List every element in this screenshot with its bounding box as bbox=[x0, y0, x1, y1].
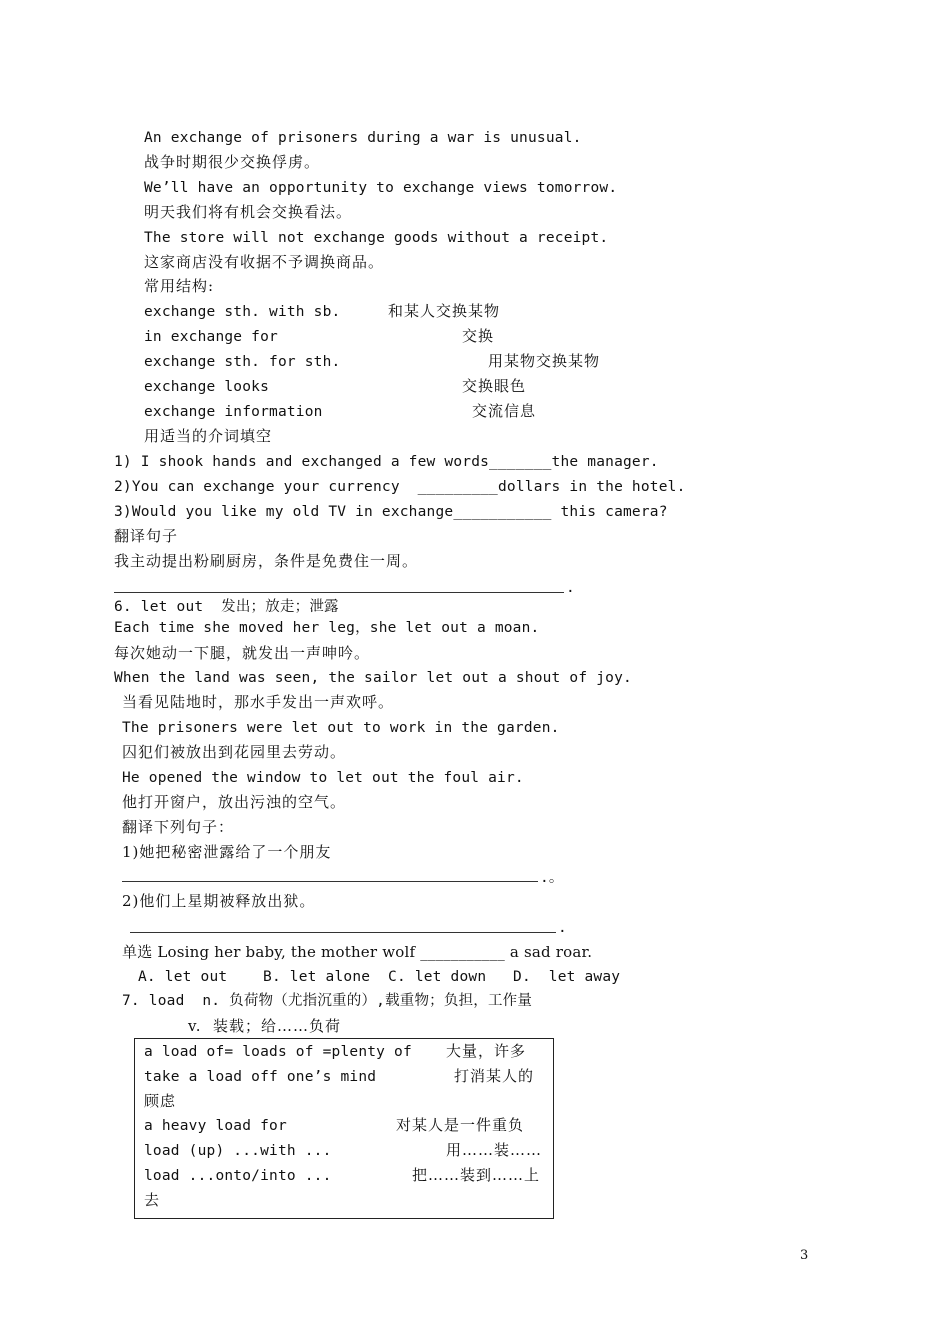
phrase-cn-3: 对某人是一件重负 bbox=[396, 1116, 525, 1134]
letout-translate-2: 2)他们上星期被释放出狱。 bbox=[122, 892, 316, 910]
answer-line-end: . bbox=[566, 580, 575, 596]
load-verb: v. 装载；给……负荷 bbox=[188, 1017, 341, 1035]
answer-line bbox=[130, 932, 556, 933]
structure-cn-3: 用某物交换某物 bbox=[488, 352, 601, 370]
translate-title: 翻译句子 bbox=[114, 527, 179, 545]
structure-en-1: exchange sth. with sb. bbox=[144, 304, 341, 320]
letout-cn-1: 每次她动一下腿，就发出一声呻吟。 bbox=[114, 644, 371, 662]
letout-cn-3: 囚犯们被放出到花园里去劳动。 bbox=[122, 743, 347, 761]
answer-line-end: . bbox=[558, 920, 567, 936]
example-cn-3: 这家商店没有收据不予调换商品。 bbox=[144, 253, 385, 271]
letout-en-2: When the land was seen, the sailor let out a shout of joy. bbox=[114, 670, 632, 686]
letout-cn-2: 当看见陆地时，那水手发出一声欢呼。 bbox=[122, 693, 395, 711]
phrase-en-2: take a load off one’s mind bbox=[144, 1069, 377, 1085]
structures-title: 常用结构: bbox=[144, 277, 215, 295]
structure-cn-5: 交流信息 bbox=[472, 402, 537, 420]
structure-en-5: exchange information bbox=[144, 404, 323, 420]
phrase-cn-5-cont: 去 bbox=[144, 1191, 161, 1209]
structure-cn-1: 和某人交换某物 bbox=[388, 302, 501, 320]
phrase-en-5: load ...onto/into ... bbox=[144, 1168, 332, 1184]
structure-cn-2: 交换 bbox=[462, 327, 495, 345]
letout-heading: 6. let out 发出；放走；泄露 bbox=[114, 599, 339, 615]
structure-en-2: in exchange for bbox=[144, 329, 278, 345]
fill-question-2: 2)You can exchange your currency _________dollars in the hotel. bbox=[114, 479, 686, 495]
fill-question-1: 1) I shook hands and exchanged a few words_______the manager. bbox=[114, 454, 659, 470]
phrase-cn-4: 用……装…… bbox=[446, 1141, 543, 1159]
answer-line bbox=[114, 592, 564, 593]
structure-en-3: exchange sth. for sth. bbox=[144, 354, 341, 370]
fill-title: 用适当的介词填空 bbox=[144, 427, 273, 445]
letout-en-4: He opened the window to let out the foul air. bbox=[122, 770, 524, 786]
letout-translate-title: 翻译下列句子： bbox=[122, 818, 235, 836]
answer-line bbox=[122, 881, 538, 882]
phrase-en-4: load (up) ...with ... bbox=[144, 1143, 332, 1159]
page-number: 3 bbox=[800, 1248, 809, 1263]
phrase-en-1: a load of= loads of =plenty of bbox=[144, 1044, 412, 1060]
fill-question-3: 3)Would you like my old TV in exchange___________ this camera? bbox=[114, 504, 668, 520]
example-cn-2: 明天我们将有机会交换看法。 bbox=[144, 203, 353, 221]
phrase-en-3: a heavy load for bbox=[144, 1118, 287, 1134]
structure-cn-4: 交换眼色 bbox=[462, 377, 527, 395]
answer-line-end: .。 bbox=[540, 870, 564, 886]
letout-translate-1: 1)她把秘密泄露给了一个朋友 bbox=[122, 843, 332, 861]
letout-cn-4: 他打开窗户，放出污浊的空气。 bbox=[122, 793, 347, 811]
choice-question: 单选 Losing her baby, the mother wolf ___________ a sad roar. bbox=[122, 943, 593, 961]
choice-options: A. let out B. let alone C. let down D. let away bbox=[138, 969, 621, 985]
phrase-cn-5: 把……装到……上 bbox=[412, 1166, 541, 1184]
example-en-2: We’ll have an opportunity to exchange views tomorrow. bbox=[144, 180, 618, 196]
example-en-3: The store will not exchange goods without a receipt. bbox=[144, 230, 609, 246]
load-heading: 7. load n. 负荷物（尤指沉重的）,载重物；负担，工作量 bbox=[122, 993, 533, 1009]
structure-en-4: exchange looks bbox=[144, 379, 270, 395]
phrase-cn-2-cont: 顾虑 bbox=[144, 1092, 177, 1110]
phrase-cn-2: 打消某人的 bbox=[454, 1067, 535, 1085]
letout-en-3: The prisoners were let out to work in the garden. bbox=[122, 720, 560, 736]
letout-en-1: Each time she moved her leg，she let out a moan. bbox=[114, 620, 540, 636]
example-en-1: An exchange of prisoners during a war is unusual. bbox=[144, 130, 582, 146]
translate-sentence: 我主动提出粉刷厨房，条件是免费住一周。 bbox=[114, 552, 419, 570]
example-cn-1: 战争时期很少交换俘虏。 bbox=[144, 153, 321, 171]
phrase-cn-1: 大量，许多 bbox=[446, 1042, 527, 1060]
